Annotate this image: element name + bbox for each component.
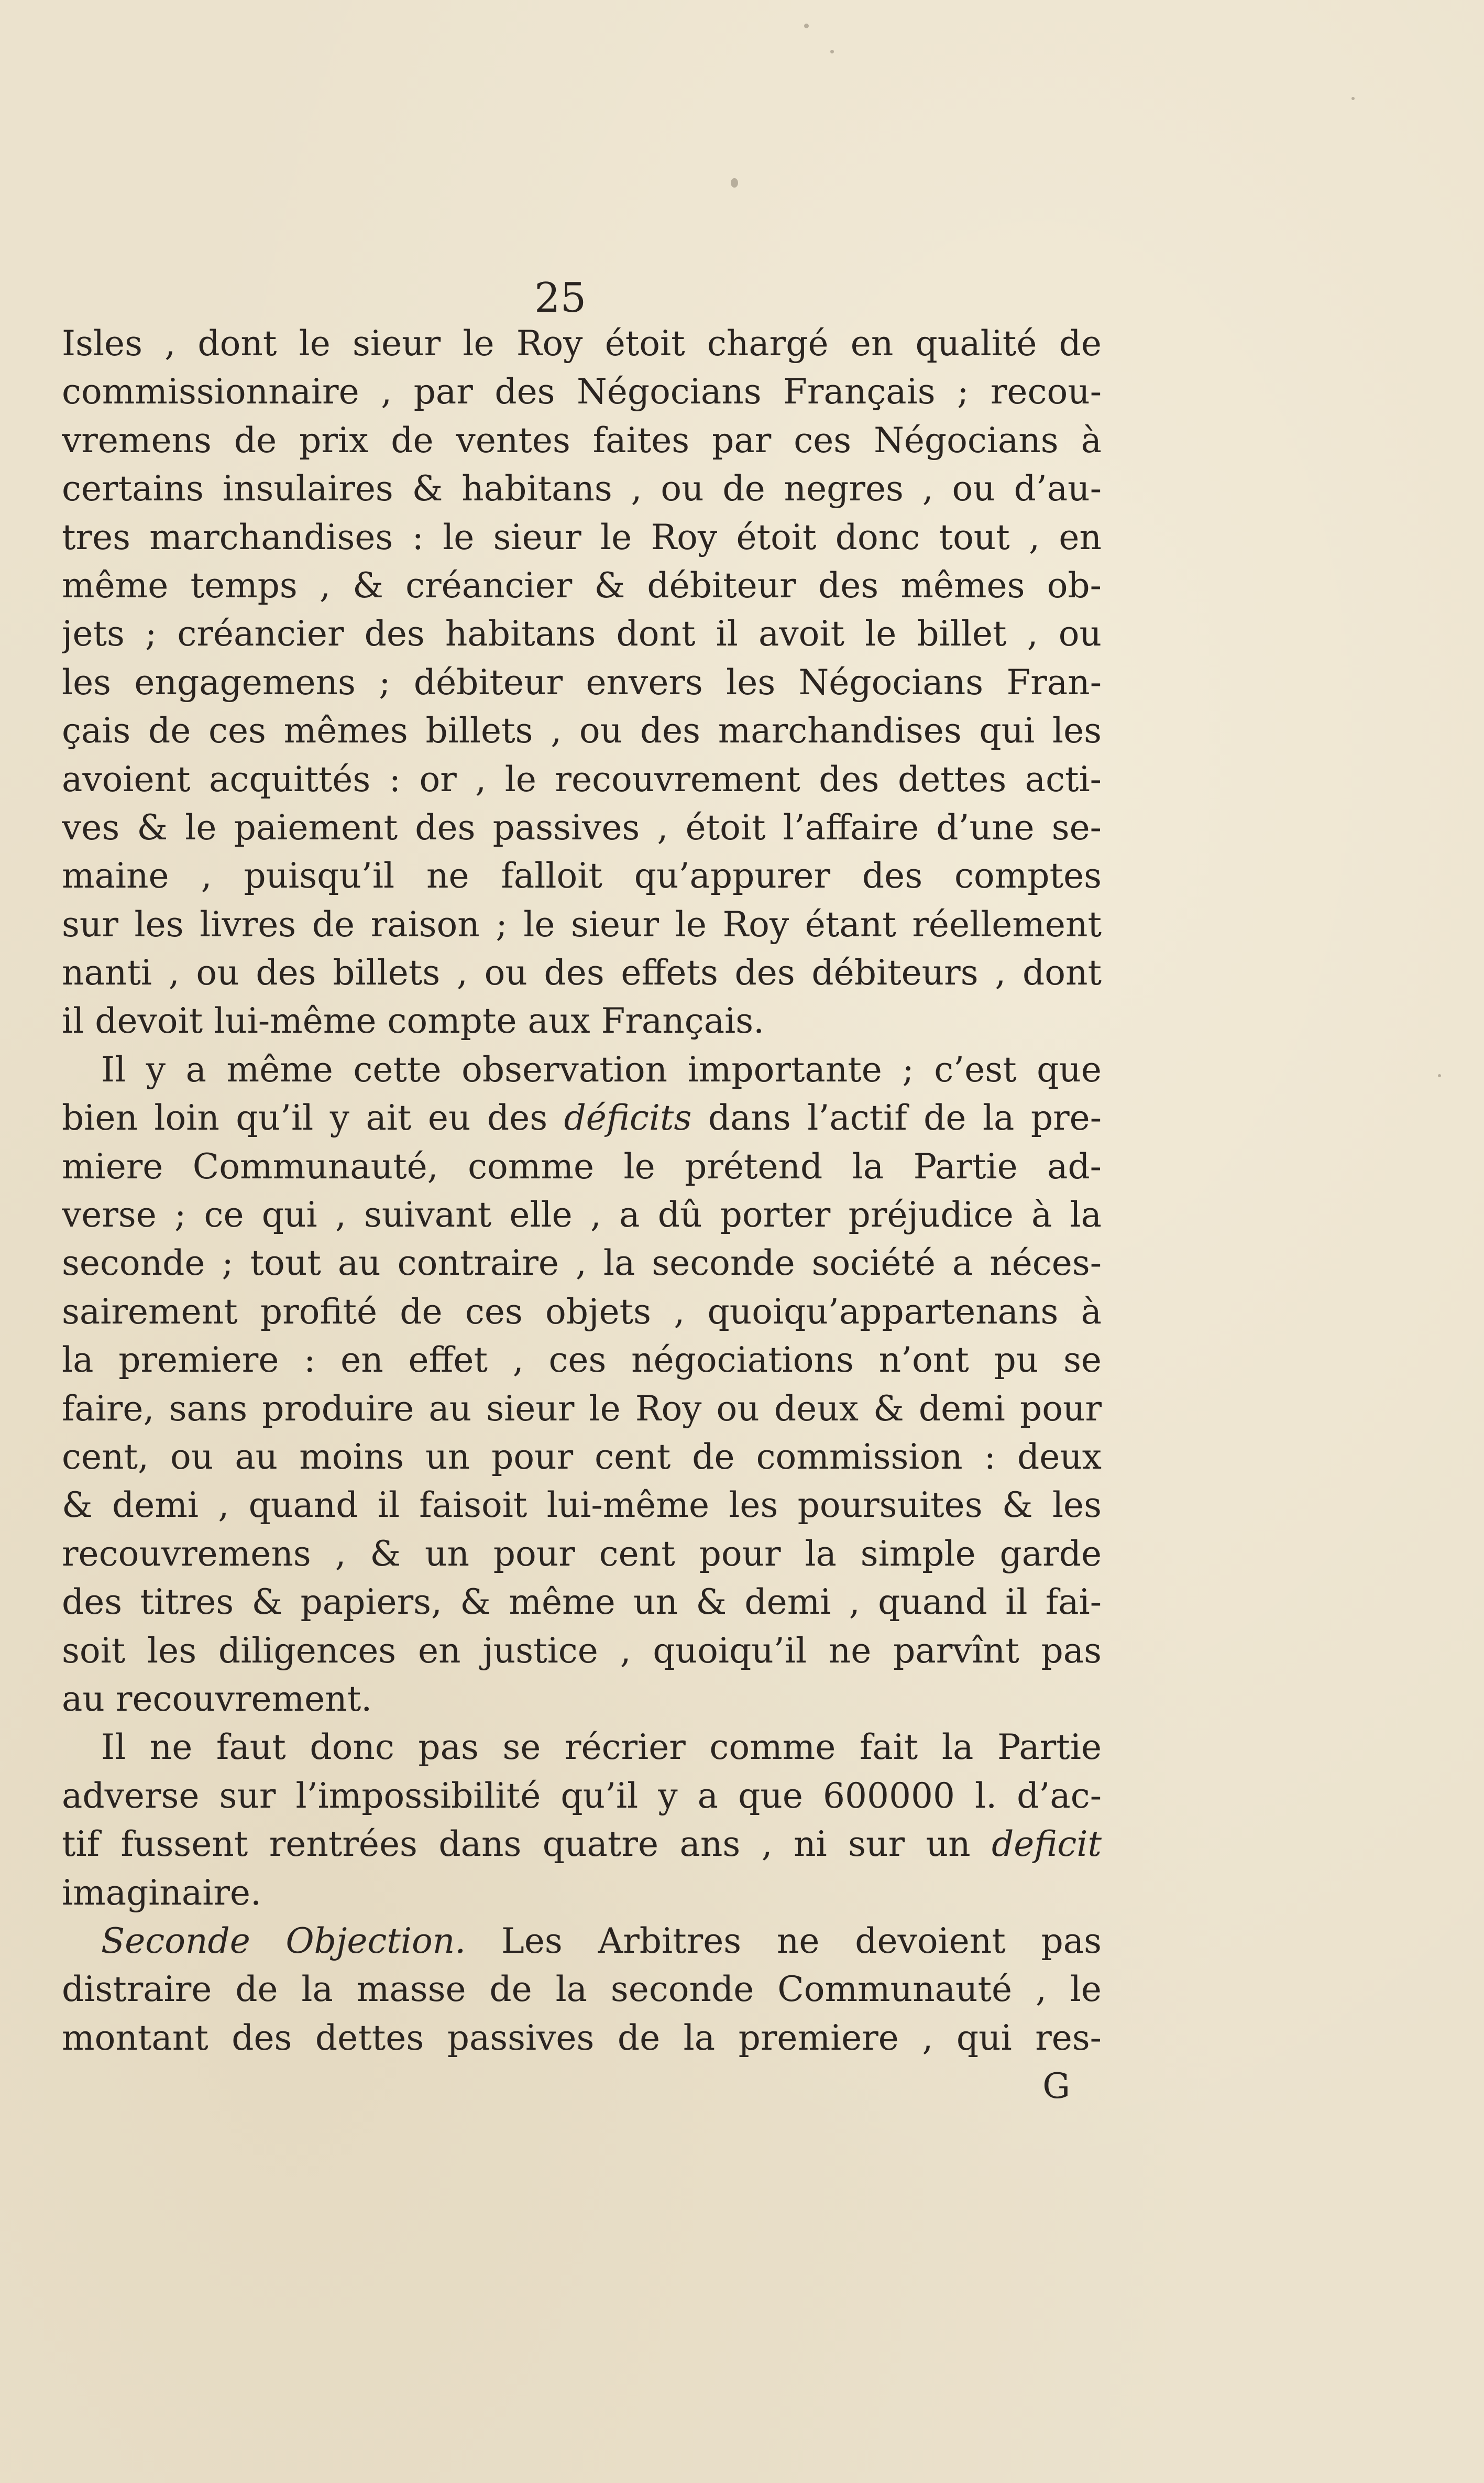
text-line: même temps , & créancier & débiteur des mêmes ob-: [62, 565, 1102, 606]
signature-mark: G: [1042, 2066, 1070, 2107]
text-line: Isles , dont le sieur le Roy étoit chargé en qualité de: [62, 323, 1102, 364]
text-line: des titres & papiers, & même un & demi , quand il fai-: [62, 1582, 1102, 1623]
text-line: jets ; créancier des habitans dont il avoit le billet , ou: [62, 614, 1102, 654]
text-line: [62, 1820, 1102, 1868]
text-line: faire, sans produire au sieur le Roy ou deux & demi pour: [62, 1388, 1102, 1429]
text-segment: tif fussent rentrées dans quatre ans , ni sur un: [62, 1824, 971, 1865]
page-number: 25: [534, 275, 587, 322]
text-line: [62, 1917, 1102, 1965]
text-line: maine , puisqu’il ne falloit qu’appurer des comptes: [62, 856, 1102, 896]
text-line: certains insulaires & habitans , ou de negres , ou d’au-: [62, 468, 1102, 509]
text-line: çais de ces mêmes billets , ou des marchandises qui les: [62, 710, 1102, 751]
text-line: montant des dettes passives de la premiere , qui res-: [62, 2017, 1102, 2058]
text-line: distraire de la masse de la seconde Communauté , le: [62, 1969, 1102, 2010]
text-segment: dans l’actif de la pre-: [708, 1098, 1102, 1139]
italic-term-deficit: deficit: [992, 1824, 1102, 1865]
italic-term-deficits: déficits: [564, 1098, 692, 1139]
text-line: sairement profité de ces objets , quoiqu’appartenans à: [62, 1291, 1102, 1332]
text-line: Il ne faut donc pas se récrier comme fait la Partie: [101, 1727, 1102, 1768]
text-line: les engagemens ; débiteur envers les Négocians Fran-: [62, 662, 1102, 703]
ink-spot: [1438, 1074, 1441, 1077]
section-heading-seconde-objection: Seconde Objection.: [101, 1920, 466, 1961]
text-line: recouvremens , & un pour cent pour la simple garde: [62, 1533, 1102, 1574]
text-line: & demi , quand il faisoit lui-même les poursuites & les: [62, 1485, 1102, 1526]
text-line: vremens de prix de ventes faites par ces Négocians à: [62, 420, 1102, 461]
ink-spot: [731, 178, 738, 188]
text-line: adverse sur l’impossibilité qu’il y a que 600000 l. d’ac-: [62, 1775, 1102, 1816]
text-line: avoient acquittés : or , le recouvrement des dettes acti-: [62, 759, 1102, 800]
text-segment: bien loin qu’il y ait eu des: [62, 1098, 548, 1139]
ink-spot: [1351, 97, 1355, 100]
ink-spot: [804, 24, 809, 28]
text-line: commissionnaire , par des Négocians Français ; recou-: [62, 371, 1102, 412]
text-line: nanti , ou des billets , ou des effets des débiteurs , dont: [62, 953, 1102, 993]
text-line: soit les diligences en justice , quoiqu’il ne parvînt pas: [62, 1630, 1102, 1671]
ink-spot: [830, 50, 834, 53]
text-line: [62, 1094, 1102, 1142]
text-line: il devoit lui-même compte aux Français.: [62, 1001, 765, 1042]
body-text: [62, 320, 1102, 2110]
text-line: Il y a même cette observation importante ; c’est que: [101, 1049, 1102, 1090]
text-line: cent, ou au moins un pour cent de commission : deux: [62, 1436, 1102, 1477]
text-line: miere Communauté, comme le prétend la Partie ad-: [62, 1146, 1102, 1187]
text-line: seconde ; tout au contraire , la seconde société a néces-: [62, 1243, 1102, 1284]
text-line: imaginaire.: [62, 1872, 261, 1913]
text-line: verse ; ce qui , suivant elle , a dû porter préjudice à la: [62, 1195, 1102, 1235]
text-segment: Les Arbitres ne devoient pas: [501, 1920, 1102, 1961]
text-line: la premiere : en effet , ces négociations n’ont pu se: [62, 1340, 1102, 1381]
text-line: ves & le paiement des passives , étoit l’affaire d’une se-: [62, 807, 1102, 848]
text-line: sur les livres de raison ; le sieur le Roy étant réellement: [62, 904, 1102, 945]
text-line: au recouvrement.: [62, 1678, 372, 1719]
text-line: tres marchandises : le sieur le Roy étoit donc tout , en: [62, 517, 1102, 557]
